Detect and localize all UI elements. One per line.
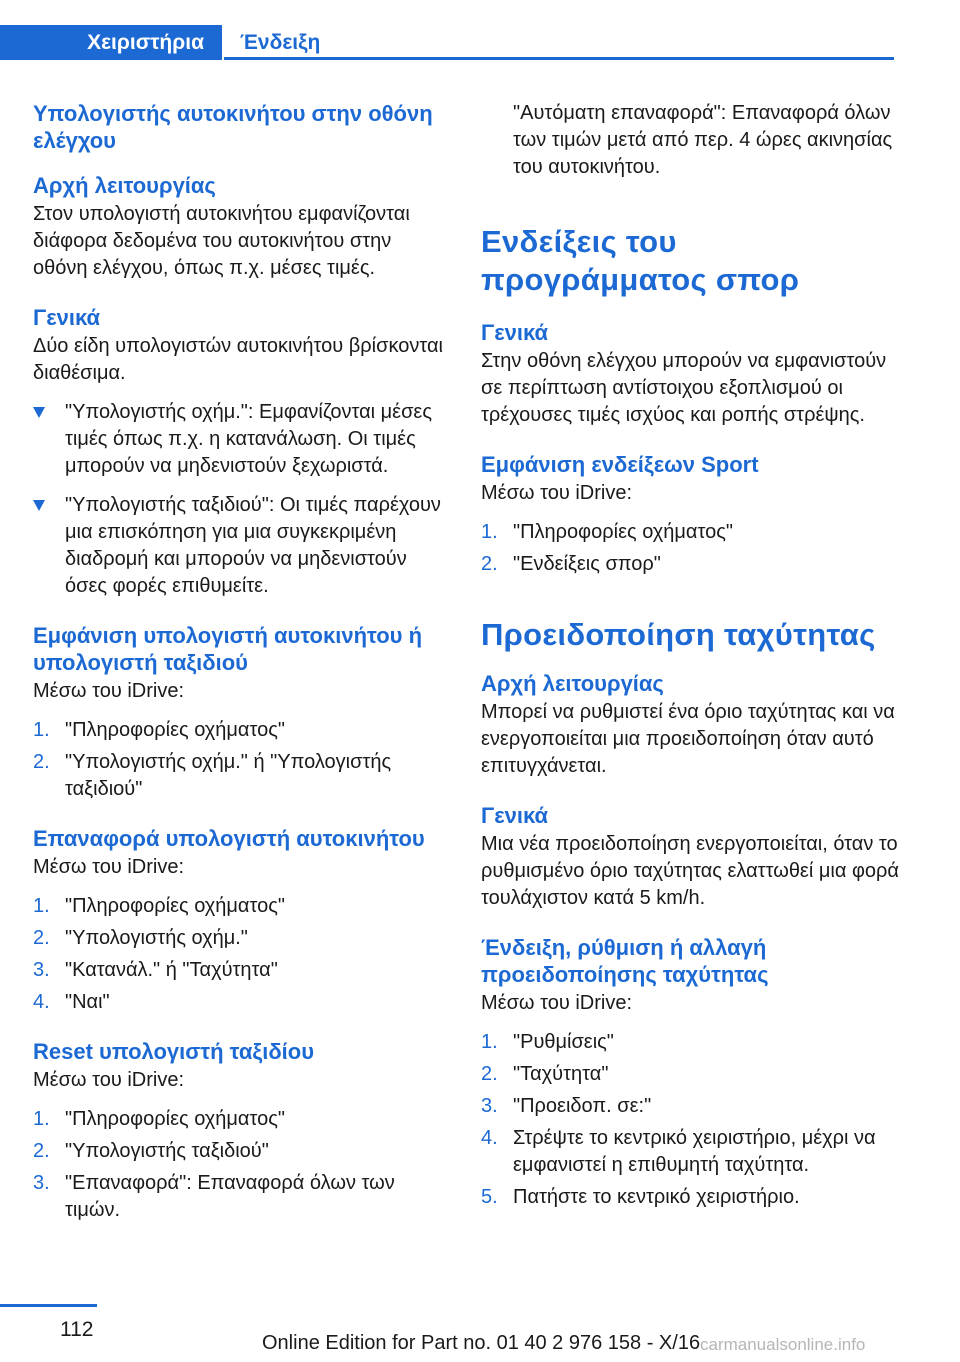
tab-display[interactable] bbox=[222, 25, 894, 60]
paragraph-idrive: Μέσω του iDrive: bbox=[481, 992, 632, 1014]
list-number: 3. bbox=[481, 1095, 498, 1117]
list-item-text: "Προειδοπ. σε:" bbox=[513, 1095, 652, 1117]
list-item bbox=[33, 893, 451, 920]
list-number: 1. bbox=[33, 895, 50, 917]
list-item-text: "Πληροφορίες οχήματος" bbox=[513, 521, 733, 543]
heading-sport-display: Εμφάνιση ενδείξεων Sport bbox=[481, 452, 759, 477]
heading-display-computer: Εμφάνιση υπολογιστή αυτοκινήτου ή υπολογιστή ταξιδιού bbox=[33, 623, 423, 675]
list-number: 2. bbox=[33, 927, 50, 949]
page-number: 112 bbox=[60, 1318, 94, 1341]
list-item bbox=[33, 1138, 451, 1165]
tab-display-label: Ένδειξη bbox=[240, 31, 321, 54]
list-item bbox=[33, 1106, 451, 1133]
list-item-text: "Πληροφορίες οχήματος" bbox=[65, 719, 285, 741]
list-number: 1. bbox=[481, 521, 498, 543]
left-column bbox=[33, 100, 451, 1224]
list-item bbox=[33, 399, 451, 480]
list-number: 3. bbox=[33, 1172, 50, 1194]
list-number: 2. bbox=[33, 751, 50, 773]
heading-speed-warning: Προειδοποίηση ταχύτητας bbox=[481, 617, 876, 652]
paragraph-general: Δύο είδη υπολογιστών αυτοκινήτου βρίσκονται διαθέσιμα. bbox=[33, 335, 443, 384]
list-item-text: "Ταχύτητα" bbox=[513, 1063, 609, 1085]
list-item-text: "Ρυθμίσεις" bbox=[513, 1031, 614, 1053]
list-item bbox=[481, 1184, 899, 1211]
list-item bbox=[481, 1125, 899, 1179]
list-item bbox=[481, 1029, 899, 1056]
tab-controls[interactable] bbox=[0, 25, 222, 60]
list-item bbox=[481, 1061, 899, 1088]
right-column bbox=[481, 100, 899, 1211]
list-number: 2. bbox=[481, 1063, 498, 1085]
paragraph-idrive: Μέσω του iDrive: bbox=[481, 482, 632, 504]
list-item bbox=[481, 519, 899, 546]
list-number: 3. bbox=[33, 959, 50, 981]
list-item-text: "Πληροφορίες οχήματος" bbox=[65, 895, 285, 917]
list-number: 4. bbox=[33, 991, 50, 1013]
list-item-text: "Κατανάλ." ή "Ταχύτητα" bbox=[65, 959, 278, 981]
list-item bbox=[33, 989, 451, 1016]
heading-principle: Αρχή λειτουργίας bbox=[481, 671, 664, 696]
tab-controls-label: Χειριστήρια bbox=[87, 31, 204, 54]
list-number: 4. bbox=[481, 1127, 498, 1149]
heading-reset-car-computer: Επαναφορά υπολογιστή αυτοκινήτου bbox=[33, 826, 425, 851]
list-item-text: "Πληροφορίες οχήματος" bbox=[65, 1108, 285, 1130]
list-number: 1. bbox=[33, 1108, 50, 1130]
list-item bbox=[33, 925, 451, 952]
list-item-text: "Υπολογιστής ταξιδιού": Οι τιμές παρέχουν μια επισκόπηση για μια συγκεκριμένη διαδρομή και μπορούν να μηδενιστούν όσες φορές επιθυμείτε. bbox=[65, 494, 441, 597]
heading-general: Γενικά bbox=[33, 305, 101, 330]
list-item-text: "Ναι" bbox=[65, 991, 110, 1013]
list-number: 1. bbox=[33, 719, 50, 741]
edition-note: Online Edition for Part no. 01 40 2 976 158 - X/16 bbox=[262, 1332, 701, 1354]
list-item-text: Στρέψτε το κεντρικό χειριστήριο, μέχρι να εμφανιστεί η επιθυμητή ταχύτητα. bbox=[513, 1127, 876, 1176]
list-item-text: "Επαναφορά": Επαναφορά όλων των τιμών. bbox=[65, 1172, 395, 1221]
bullet-triangle-icon bbox=[33, 407, 45, 418]
footer-rule bbox=[0, 1304, 97, 1307]
list-item bbox=[481, 1093, 899, 1120]
paragraph-principle: Μπορεί να ρυθμιστεί ένα όριο ταχύτητας και να ενεργοποιείται μια προειδοποίηση όταν αυτό επιτυγχάνεται. bbox=[481, 701, 895, 777]
list-item-text: Πατήστε το κεντρικό χειριστήριο. bbox=[513, 1186, 800, 1208]
heading-reset-trip-computer: Reset υπολογιστή ταξιδίου bbox=[33, 1039, 315, 1064]
heading-onboard-computer: Υπολογιστής αυτοκινήτου στην οθόνη ελέγχου bbox=[33, 101, 433, 153]
list-number: 2. bbox=[33, 1140, 50, 1162]
paragraph-idrive: Μέσω του iDrive: bbox=[33, 680, 184, 702]
list-item-text: "Ενδείξεις σπορ" bbox=[513, 553, 661, 575]
list-item bbox=[33, 717, 451, 744]
list-number: 2. bbox=[481, 553, 498, 575]
tab-separator bbox=[222, 25, 224, 60]
paragraph-general: Στην οθόνη ελέγχου μπορούν να εμφανιστούν σε περίπτωση αντίστοιχου εξοπλισμού οι τρέχουσες τιμές ισχύος και ροπής στρέψης. bbox=[481, 350, 887, 426]
list-item bbox=[33, 492, 451, 600]
paragraph-principle: Στον υπολογιστή αυτοκινήτου εμφανίζονται διάφορα δεδομένα του αυτοκινήτου στην οθόνη ελέγχου, όπως π.χ. μέσες τιμές. bbox=[33, 203, 410, 279]
list-item-text: "Υπολογιστής ταξιδιού" bbox=[65, 1140, 269, 1162]
list-number: 1. bbox=[481, 1031, 498, 1053]
paragraph-idrive: Μέσω του iDrive: bbox=[33, 1069, 184, 1091]
list-item bbox=[33, 1170, 451, 1224]
paragraph-auto-reset: "Αυτόματη επαναφορά": Επαναφορά όλων των τιμών μετά από περ. 4 ώρες ακινησίας του αυτοκινήτου. bbox=[513, 102, 893, 178]
page-header bbox=[0, 0, 960, 62]
list-item-text: "Υπολογιστής οχήμ.": Εμφανίζονται μέσες τιμές όπως π.χ. η κατανάλωση. Οι τιμές μπορούν να μηδενιστούν ξεχωριστά. bbox=[65, 401, 432, 477]
list-item bbox=[33, 749, 451, 803]
heading-general: Γενικά bbox=[481, 803, 549, 828]
list-item bbox=[33, 957, 451, 984]
watermark: carmanualsonline.info bbox=[700, 1335, 866, 1354]
heading-general: Γενικά bbox=[481, 320, 549, 345]
paragraph-general: Μια νέα προειδοποίηση ενεργοποιείται, όταν το ρυθμισμένο όριο ταχύτητας ελαττωθεί μια φορά τουλάχιστον κατά 5 km/h. bbox=[481, 833, 899, 909]
bullet-triangle-icon bbox=[33, 500, 45, 511]
heading-set-speed-warning: Ένδειξη, ρύθμιση ή αλλαγή προειδοποίησης ταχύτητας bbox=[481, 935, 769, 987]
paragraph-idrive: Μέσω του iDrive: bbox=[33, 856, 184, 878]
list-item bbox=[481, 551, 899, 578]
list-item-text: "Υπολογιστής οχήμ." bbox=[65, 927, 248, 949]
list-item-text: "Υπολογιστής οχήμ." ή "Υπολογιστής ταξιδιού" bbox=[65, 751, 392, 800]
heading-sport-displays: Ενδείξεις του προγράμματος σπορ bbox=[481, 224, 800, 297]
heading-principle: Αρχή λειτουργίας bbox=[33, 173, 216, 198]
list-number: 5. bbox=[481, 1186, 498, 1208]
